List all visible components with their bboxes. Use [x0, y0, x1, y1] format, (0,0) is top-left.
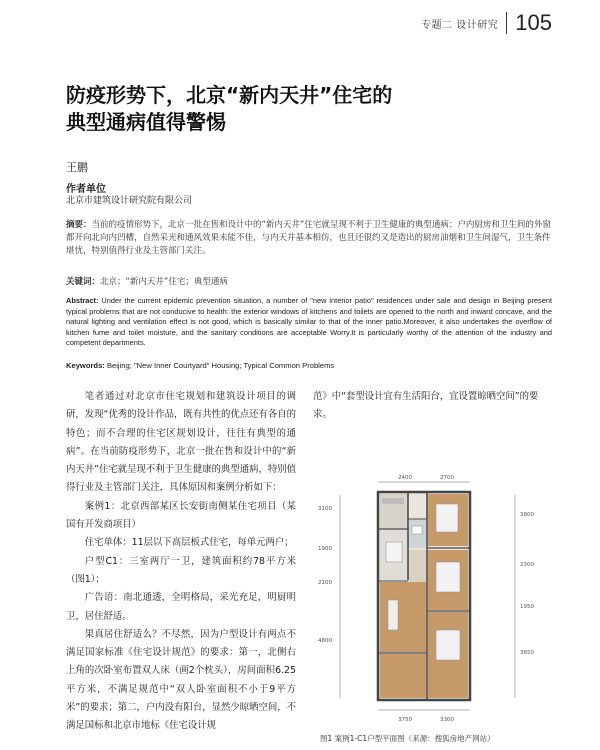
body-right-column: [313, 388, 553, 425]
section-label: 专题二 设计研究: [421, 19, 499, 31]
body-paragraph: 住宅单体：11层以下高层板式住宅，每单元两户；: [84, 537, 294, 549]
dim-right-2: 2300: [520, 562, 534, 568]
abstract-chinese: [66, 219, 552, 258]
title-line-2: 典型通病值得警惕: [66, 110, 226, 134]
author-name: 王鹏: [66, 161, 88, 174]
dim-bottom-1: 3750: [398, 717, 412, 723]
dim-right-4: 3650: [520, 650, 534, 656]
page-number: 105: [515, 10, 552, 35]
keywords-cn-text: 北京；“新内天井”住宅；典型通病: [100, 277, 228, 287]
body-paragraph: 广告语：南北通透，全明格局，采光充足，明厨明卫，居住舒适。: [66, 592, 296, 622]
body-paragraph: 案例1：北京西部某区长安街南侧某住宅项目（某国有开发商项目）: [66, 500, 296, 531]
abstract-en-text: Under the current epidemic prevention situation, a number of "new interior patio" residences under sale and design in Beijing present typical problems that are not conducive to health: the exterior windows of kitchens and toilets are opened to the north and inward concave, and the natural lighting and ventilation effect is not good, which is basically similar to that of the inner patio.Moreover, it also undertakes the overflow of kitchen fume and toilet moisture, and the sanitary conditions are acceptable Worry.It is particularly worthy of the attention of the industry and competent departments.: [66, 296, 552, 348]
body-left-column: [66, 388, 296, 736]
affiliation-value: 北京市建筑设计研究院有限公司: [66, 196, 193, 206]
title-line-1: 防疫形势下，北京“新内天井”住宅的: [66, 83, 393, 107]
keywords-en-label: Keywords:: [66, 361, 105, 370]
body-paragraph: 户型C1：三室两厅一卫，建筑面积约78平方米（图1）；: [66, 555, 296, 585]
dim-left-3: 2100: [318, 580, 332, 586]
header-divider: [506, 12, 507, 34]
abstract-cn-text: 当前的疫情形势下，北京一批在售和设计中的“新内天井”住宅就呈现不利于卫生健康的典型通病：户内厨房和卫生间的外窗都开向北向内凹槽，自然采光和通风效果未能不佳，与内天井基本相仿，也且还很约又是造出的厨房油烟和卫生间湿气，卫生条件堪忧，特别值得行业及主管部门关注。: [66, 220, 551, 256]
dim-left-2: 1900: [318, 546, 332, 552]
dim-left-1: 3100: [318, 506, 332, 512]
dim-bottom-2: 3300: [440, 717, 454, 723]
dim-top-2: 2700: [440, 475, 454, 481]
body-paragraph-continued: 范》中“套型设计宜有生活阳台，宜设置晾晒空间”的要求。: [313, 391, 539, 421]
affiliation-label: 作者单位: [66, 184, 106, 195]
dim-left-4: 4800: [318, 638, 332, 644]
keywords-en-text: Beijing; "New Inner Courtyard" Housing; Typical Common Problems: [106, 361, 335, 370]
running-header: [421, 10, 552, 36]
abstract-cn-label: 摘要：: [66, 220, 92, 230]
body-paragraph: 笔者通过对北京市住宅规划和建筑设计项目的调研，发现“优秀的设计作品，既有共性的优点还有各自的特色；而不合理的住宅区规划设计，往往有典型的通病”。在当前防疫形势下，北京一批在售和设计中的“新内天井”住宅就呈现不利于卫生健康的典型通病，特别值得行业及主管部门关注，具体原因和案例分析如下：: [66, 391, 296, 494]
article-title: [66, 82, 392, 136]
figure-caption: 图1 案例1-C1户型平面图（来源：搜狐房地产网站）: [320, 734, 495, 743]
floor-plan-figure: [310, 470, 550, 728]
body-paragraph: 果真居住舒适么？不尽然，因为户型设计有两点不满足国家标准《住宅设计规范》的要求：第一，北侧右上角的次卧室布置双人床（画2个枕头），房间面积6.25平方米，不满足规范中“双人卧室面积不小于9平方米”的要求；第二，户内没有阳台，显然少晾晒空间，不满足国标和北京市地标《住宅设计规: [66, 628, 296, 732]
dim-right-3: 1950: [520, 604, 534, 610]
dim-top-1: 2400: [398, 475, 412, 481]
dim-right-1: 3800: [520, 512, 534, 518]
keywords-chinese: [66, 275, 228, 287]
keywords-cn-label: 关键词：: [66, 277, 101, 287]
keywords-english: [66, 361, 334, 370]
floor-plan-drawing: [310, 470, 550, 728]
abstract-english: [66, 296, 552, 349]
abstract-en-label: Abstract:: [66, 296, 99, 305]
